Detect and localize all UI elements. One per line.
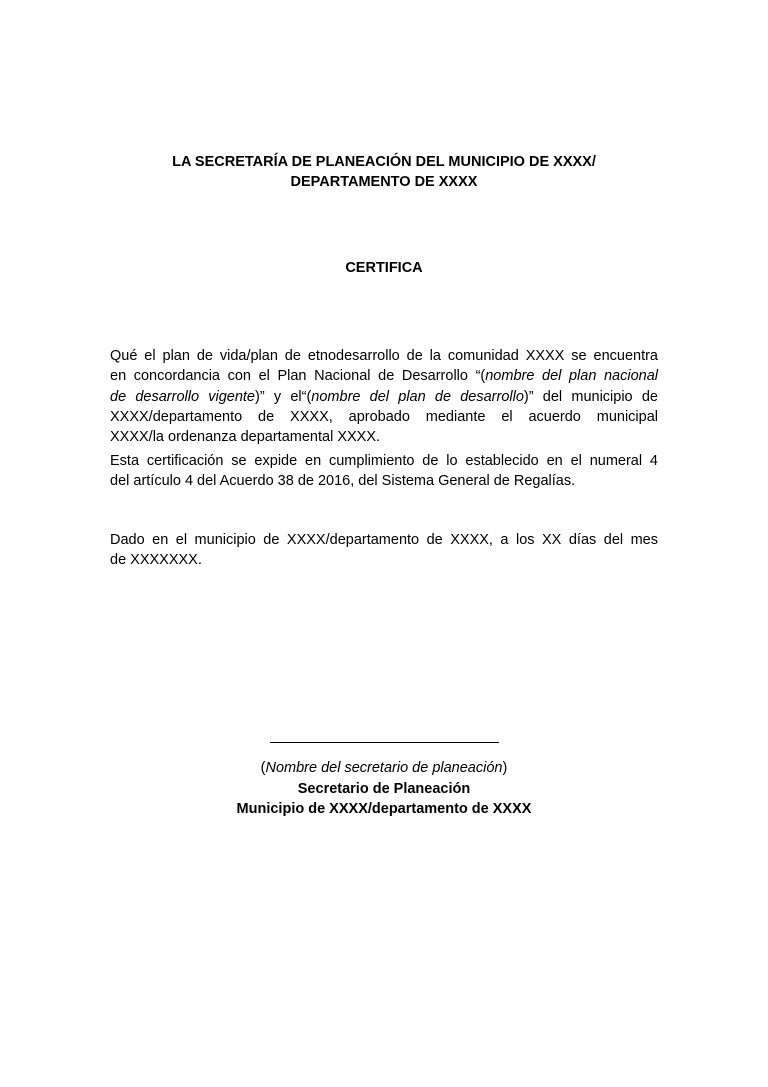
signer-name-row: [110, 758, 658, 779]
document-header: [110, 152, 658, 192]
paragraph1-line-3-italic-1: de desarrollo vigente: [110, 388, 255, 405]
paragraph1-line-4: XXXX/departamento de XXXX, aprobado mediante el acuerdo municipal: [110, 408, 658, 425]
open-paren: (: [260, 760, 266, 776]
paragraph-concordancia: [110, 346, 658, 447]
signer-name-placeholder: Nombre del secretario de planeación: [265, 760, 503, 776]
paragraph1-line-2: [110, 366, 658, 386]
header-line-1: LA SECRETARÍA DE PLANEACIÓN DEL MUNICIPIO DE XXXX/: [172, 154, 596, 170]
close-paren: ): [502, 760, 508, 776]
certifica-heading: CERTIFICA: [345, 260, 423, 276]
paragraph3-line-1: Dado en el municipio de XXXX/departamento de XXXX, a los XX días del mes: [110, 532, 658, 548]
signer-entity: Municipio de XXXX/departamento de XXXX: [236, 801, 532, 817]
paragraph3-line-2: de XXXXXXX.: [110, 552, 202, 569]
paragraph1-line-2-italic: nombre del plan nacional: [485, 368, 659, 385]
paragraph1-line-2-text: en concordancia con el Plan Nacional de Desarrollo “(: [110, 368, 486, 385]
paragraph1-line-3-text-1: )” y el“(: [255, 388, 312, 405]
paragraph1-line-5: XXXX/la ordenanza departamental XXXX.: [110, 429, 381, 446]
paragraph-dado-en: [110, 530, 658, 571]
paragraph2-line-1: Esta certificación se expide en cumplimiento de lo establecido en el numeral 4: [110, 453, 658, 469]
signature-line: [270, 742, 499, 743]
signature-block: [110, 758, 658, 820]
header-line-2: DEPARTAMENTO DE XXXX: [290, 174, 478, 190]
signer-title: Secretario de Planeación: [297, 780, 471, 797]
paragraph-expedicion: [110, 451, 658, 492]
paragraph1-line-3-italic-2: nombre del plan de desarrollo: [311, 388, 524, 405]
paragraph1-line-3: [110, 387, 658, 407]
paragraph1-line-3-text-2: )” del municipio de: [523, 388, 658, 405]
paragraph2-line-2: del artículo 4 del Acuerdo 38 de 2016, del Sistema General de Regalías.: [110, 473, 576, 490]
paragraph1-line-1: Qué el plan de vida/plan de etnodesarrollo de la comunidad XXXX se encuentra: [110, 348, 658, 364]
